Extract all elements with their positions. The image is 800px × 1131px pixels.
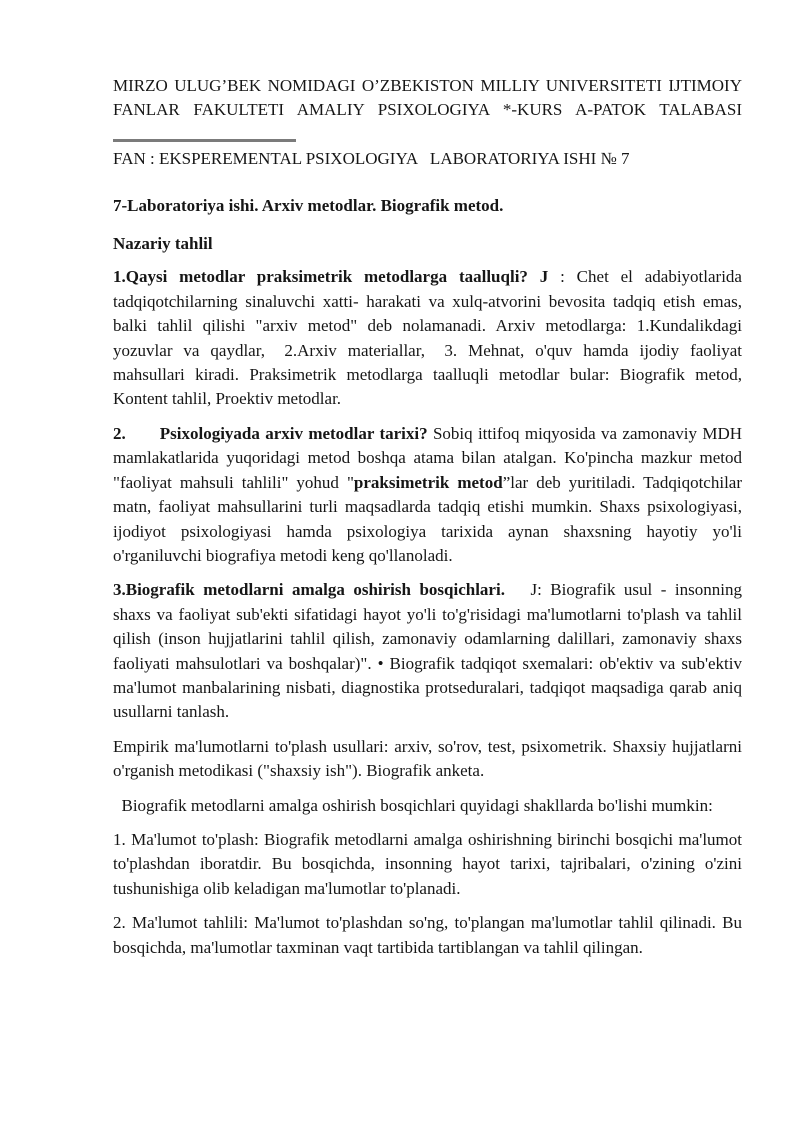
paragraph-bold-run: 1.Qaysi metodlar praksimetrik metodlarga taalluqli? J	[113, 267, 549, 287]
paragraph	[113, 735, 742, 784]
paragraphs-container	[113, 265, 742, 960]
paragraph-bold-run: praksimetrik metod	[353, 472, 503, 492]
paragraph	[113, 911, 742, 960]
paragraph-text-run: J: Biografik usul - insonning shaxs va faoliyat sub'ekti sifatidagi hayot yo'li to'g'risidagi ma'lumotlarni to'plash va tahlil qilish (inson hujjatlarini tahlil qilish, zamonaviy odamlarning dalillari, zamonaviy shaxs faoliyati mahsulotlari va boshqalar)". • Biografik tadqiqot sxemalari: ob'ektiv va sub'ektiv ma'lumot manbalarining nisbati, diagnostika protseduralari, tadqiqot maqsadiga qarab aniq usullarni tanlash.	[113, 580, 742, 722]
paragraph	[113, 265, 742, 411]
paragraph	[113, 794, 742, 818]
header-student-text: PATOK TALABASI	[593, 100, 742, 120]
paragraph	[113, 828, 742, 901]
paragraph-text-run: 2. Ma'lumot tahlili: Ma'lumot to'plashdan so'ng, to'plangan ma'lumotlar tahlil qilinadi. Bu bosqichda, ma'lumotlar taxminan vaqt tartibida tartiblangan va tahlil qilingan.	[113, 913, 742, 957]
blank-underline-field	[113, 127, 296, 142]
paragraph-text-run: 1. Ma'lumot to'plash: Biografik metodlarni amalga oshirishning birinchi bosqichi ma'lumot to'plashdan iboratdir. Bu bosqichda, insonning hayot tarixi, tajribalari, o'zining o'zini tushunishiga olib keladigan ma'lumotlar to'planadi.	[113, 829, 742, 898]
section-heading: Nazariy tahlil	[113, 234, 213, 254]
paragraph-text-run: Sobiq ittifoq miqyosida va zamonaviy MDH mamlakatlarida yuqoridagi metod boshqa atama bilan atalgan. Ko'pincha mazkur metod "faoliyat mahsuli tahlili" yohud "	[113, 423, 743, 492]
header-subject-line: FAN : EKSPEREMENTAL PSIXOLOGIYA LABORATORIYA ISHI № 7	[113, 149, 630, 169]
university-header	[113, 74, 742, 172]
paragraph-text-run: : Chet el adabiyotlarida tadqiqotchilarning sinaluvchi xatti- harakati va xulq-atvorini bevosita tadqiq etish emas, balki tahlil qilishi "arxiv metod" deb nolamanadi. Arxiv metodlarga: 1.Kundalikdagi yozuvlar va qaydlar, 2.Arxiv materiallar, 3. Mehnat, o'quv hamda ijodiy faoliyat mahsullari kiradi. Praksimetrik metodlarga taalluqli metodlar bular: Biografik metod, Kontent tahlil, Proektiv metodlar.	[113, 267, 742, 409]
paragraph-text-run: ”lar deb yuritiladi. Tadqiqotchilar matn, faoliyat mahsullarini turli maqsadlarda tadqiq etishi mumkin. Shaxs psixologiyasi, ijodiyot psixologiyasi hamda psixologiya tarixida aynan shaxsning hayotiy yo'li o'rganiluvchi biografiya metodi keng qo'llanoladi.	[113, 472, 742, 565]
paragraph	[113, 578, 742, 724]
paragraph-bold-run: 3.Biografik metodlarni amalga oshirish bosqichlari.	[113, 580, 505, 600]
lab-work-title: 7-Laboratoriya ishi. Arxiv metodlar. Biografik metod.	[113, 195, 504, 215]
header-university-text: MIRZO ULUG’BEK NOMIDAGI O’ZBEKISTON MILLIY UNIVERSITETI IJTIMOIY FANLAR FAKULTETI AMALIY PSIXOLOGIYA *-KURS A-	[113, 76, 742, 120]
paragraph	[113, 422, 742, 568]
paragraph-text-run: Biografik metodlarni amalga oshirish bosqichlari quyidagi shakllarda bo'lishi mumkin:	[113, 795, 713, 815]
document-content	[113, 0, 742, 970]
paragraph-text-run: Empirik ma'lumotlarni to'plash usullari: arxiv, so'rov, test, psixometrik. Shaxsiy hujjatlarni o'rganish metodikasi ("shaxsiy ish"). Biografik anketa.	[113, 736, 742, 781]
paragraph-bold-run: 2. Psixologiyada arxiv metodlar tarixi?	[113, 423, 428, 443]
